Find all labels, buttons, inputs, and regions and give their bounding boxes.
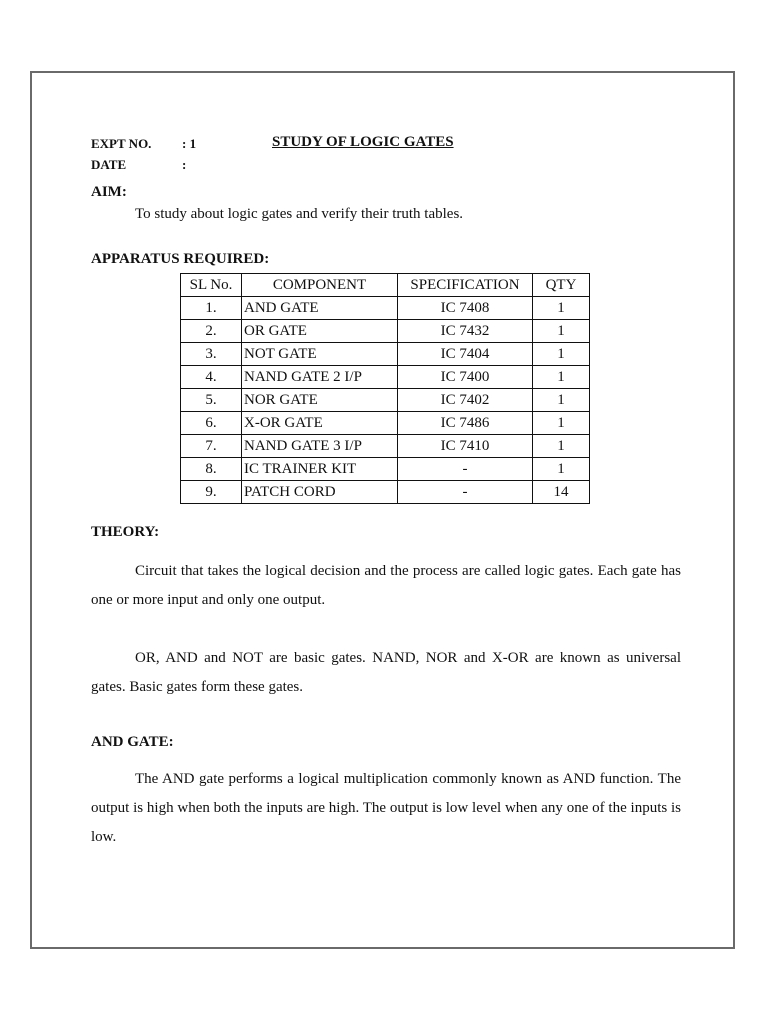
apparatus-heading: APPARATUS REQUIRED:: [91, 251, 270, 267]
cell-sl: 1.: [181, 297, 242, 320]
aim-heading: AIM:: [91, 184, 127, 200]
table-header-row: [181, 274, 590, 297]
cell-sl: 3.: [181, 343, 242, 366]
cell-component: NOR GATE: [242, 389, 398, 412]
date-value: :: [182, 157, 187, 172]
cell-qty: 14: [533, 481, 590, 504]
cell-component: NOT GATE: [242, 343, 398, 366]
table-row: [181, 297, 590, 320]
and-gate-paragraph: [91, 765, 681, 852]
table-row: [181, 389, 590, 412]
cell-component: X-OR GATE: [242, 412, 398, 435]
expt-no-value: : 1: [182, 136, 197, 151]
cell-spec: -: [398, 481, 533, 504]
and-gate-heading: AND GATE:: [91, 734, 174, 750]
cell-sl: 9.: [181, 481, 242, 504]
and-gate-paragraph-text: The AND gate performs a logical multiplication commonly known as AND function. The output is high when both the inputs are high. The output is low level when any one of the inputs is low.: [91, 771, 681, 845]
column-header: QTY: [533, 274, 590, 297]
cell-component: OR GATE: [242, 320, 398, 343]
cell-qty: 1: [533, 435, 590, 458]
cell-qty: 1: [533, 366, 590, 389]
table-row: [181, 435, 590, 458]
cell-qty: 1: [533, 389, 590, 412]
cell-spec: IC 7408: [398, 297, 533, 320]
cell-component: IC TRAINER KIT: [242, 458, 398, 481]
cell-spec: -: [398, 458, 533, 481]
cell-sl: 5.: [181, 389, 242, 412]
column-header: SPECIFICATION: [398, 274, 533, 297]
cell-sl: 8.: [181, 458, 242, 481]
date-label: DATE: [91, 157, 127, 172]
theory-paragraph-2-text: OR, AND and NOT are basic gates. NAND, NOR and X-OR are known as universal gates. Basic gates form these gates.: [91, 650, 681, 695]
table-row: [181, 320, 590, 343]
cell-spec: IC 7432: [398, 320, 533, 343]
cell-sl: 7.: [181, 435, 242, 458]
cell-sl: 4.: [181, 366, 242, 389]
cell-sl: 6.: [181, 412, 242, 435]
cell-component: AND GATE: [242, 297, 398, 320]
cell-spec: IC 7400: [398, 366, 533, 389]
cell-spec: IC 7486: [398, 412, 533, 435]
table-row: [181, 458, 590, 481]
theory-paragraph-2: [91, 644, 681, 702]
cell-component: NAND GATE 3 I/P: [242, 435, 398, 458]
cell-component: NAND GATE 2 I/P: [242, 366, 398, 389]
cell-spec: IC 7404: [398, 343, 533, 366]
cell-component: PATCH CORD: [242, 481, 398, 504]
cell-qty: 1: [533, 297, 590, 320]
cell-spec: IC 7402: [398, 389, 533, 412]
cell-qty: 1: [533, 343, 590, 366]
theory-paragraph-1: [91, 557, 681, 615]
page-title: STUDY OF LOGIC GATES: [272, 134, 454, 150]
cell-qty: 1: [533, 320, 590, 343]
apparatus-table: [180, 273, 590, 504]
theory-heading: THEORY:: [91, 524, 160, 540]
table-row: [181, 412, 590, 435]
cell-qty: 1: [533, 412, 590, 435]
table-row: [181, 343, 590, 366]
cell-sl: 2.: [181, 320, 242, 343]
theory-paragraph-1-text: Circuit that takes the logical decision and the process are called logic gates. Each gate has one or more input and only one output.: [91, 563, 681, 608]
table-row: [181, 481, 590, 504]
column-header: COMPONENT: [242, 274, 398, 297]
column-header: SL No.: [181, 274, 242, 297]
cell-spec: IC 7410: [398, 435, 533, 458]
table-row: [181, 366, 590, 389]
expt-no-label: EXPT NO.: [91, 136, 152, 151]
cell-qty: 1: [533, 458, 590, 481]
aim-text: To study about logic gates and verify their truth tables.: [135, 206, 464, 222]
